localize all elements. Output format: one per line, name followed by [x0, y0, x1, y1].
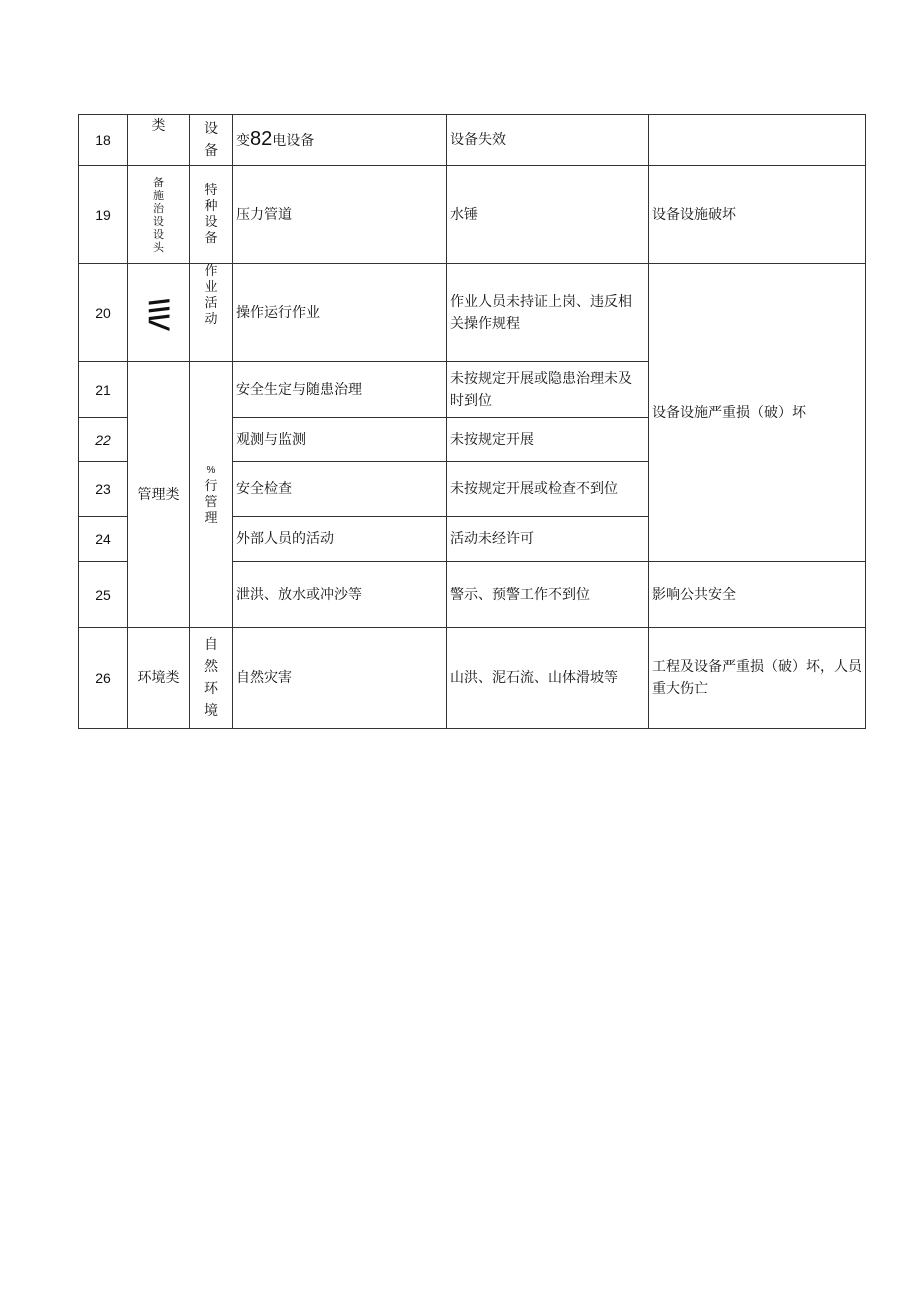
- subcategory-text: [204, 462, 218, 527]
- subcategory-text: 自然环境: [204, 637, 218, 719]
- row-number: 24: [79, 517, 128, 562]
- row-number: 21: [79, 362, 128, 418]
- category-cell: 环境类: [128, 628, 190, 729]
- item-cell: 操作运行作业: [233, 264, 447, 362]
- subcategory-cell: [190, 166, 233, 264]
- cause-cell: 作业人员未持证上岗、违反相关操作规程: [447, 264, 649, 362]
- item-cell: [233, 115, 447, 166]
- cause-cell: 未按规定开展或隐患治理未及时到位: [447, 362, 649, 418]
- cause-cell: 未按规定开展或检查不到位: [447, 462, 649, 517]
- subcategory-glyph: %: [206, 465, 216, 476]
- table-row: [79, 628, 866, 729]
- item-cell: 压力管道: [233, 166, 447, 264]
- category-text: 备施治设设头: [153, 175, 164, 254]
- risk-table: [78, 114, 866, 729]
- cause-cell: 山洪、泥石流、山体滑坡等: [447, 628, 649, 729]
- subcategory-text: 设备: [204, 121, 218, 159]
- item-cell: 泄洪、放水或冲沙等: [233, 562, 447, 628]
- category-text: 类: [151, 118, 166, 134]
- item-text-b: 82: [250, 128, 273, 150]
- category-cell: [128, 166, 190, 264]
- subcategory-cell-merged: [190, 362, 233, 628]
- subcategory-text: 作业活动: [204, 264, 218, 327]
- row-number: 22: [79, 418, 128, 462]
- category-cell: [128, 115, 190, 166]
- category-mark: \\\/: [143, 296, 175, 329]
- cause-cell: 水锤: [447, 166, 649, 264]
- cause-cell: 未按规定开展: [447, 418, 649, 462]
- row-number: 19: [79, 166, 128, 264]
- subcategory-text: 特种设备: [204, 182, 218, 246]
- table-row: [79, 115, 866, 166]
- item-cell: 安全生定与随患治理: [233, 362, 447, 418]
- row-number: 26: [79, 628, 128, 729]
- subcategory-cell: [190, 628, 233, 729]
- item-text-a: 变: [236, 133, 250, 149]
- row-number: 20: [79, 264, 128, 362]
- category-cell: [128, 264, 190, 362]
- row-number: 25: [79, 562, 128, 628]
- row-number: 18: [79, 115, 128, 166]
- consequence-cell: 设备设施破坏: [649, 166, 866, 264]
- cause-cell: 活动未经许可: [447, 517, 649, 562]
- item-cell: 安全检查: [233, 462, 447, 517]
- cause-cell: 警示、预警工作不到位: [447, 562, 649, 628]
- category-cell-merged: 管理类: [128, 362, 190, 628]
- subcategory-cell: [190, 264, 233, 362]
- item-cell: 自然灾害: [233, 628, 447, 729]
- consequence-cell-merged: 设备设施严重损（破）坏: [649, 264, 866, 562]
- item-cell: 外部人员的活动: [233, 517, 447, 562]
- item-cell: 观测与监测: [233, 418, 447, 462]
- consequence-cell: 影响公共安全: [649, 562, 866, 628]
- consequence-cell: [649, 115, 866, 166]
- item-text-c: 电设备: [272, 133, 315, 149]
- cause-cell: 设备失效: [447, 115, 649, 166]
- table-row: [79, 264, 866, 362]
- subcategory-cell: [190, 115, 233, 166]
- subcategory-label: 行管理: [204, 479, 218, 526]
- consequence-cell: 工程及设备严重损（破）坏，人员重大伤亡: [649, 628, 866, 729]
- table-row: [79, 166, 866, 264]
- row-number: 23: [79, 462, 128, 517]
